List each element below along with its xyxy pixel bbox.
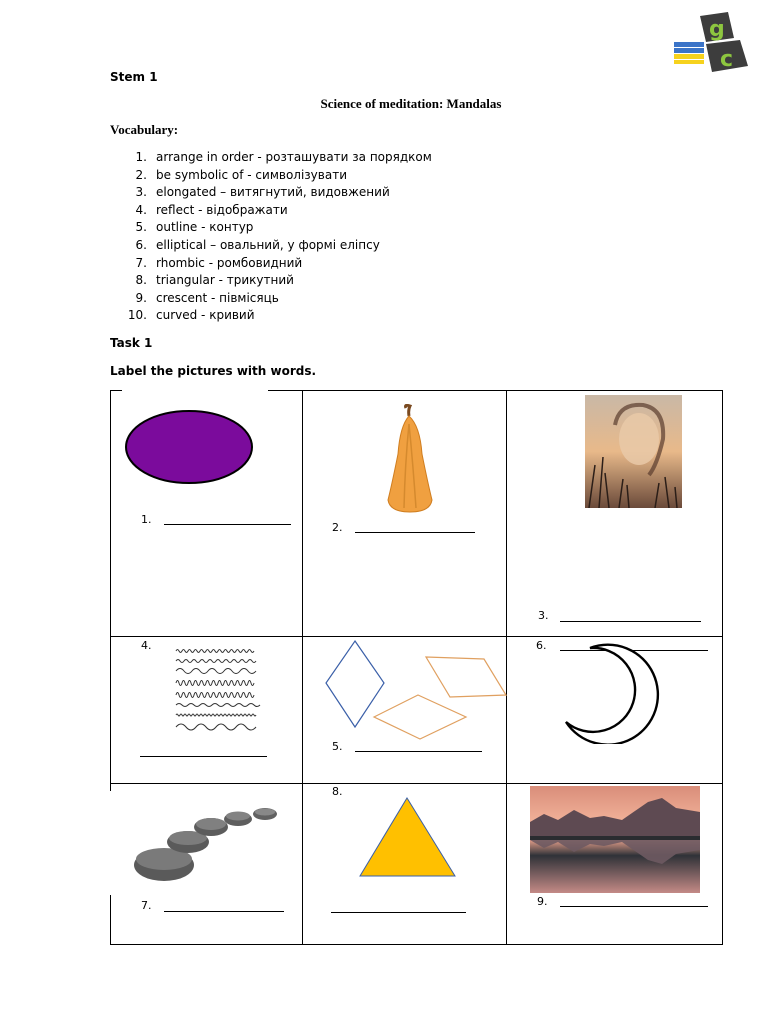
cell-number: 8. (332, 785, 343, 798)
vocab-item (110, 307, 670, 325)
cell-number: 3. (538, 609, 549, 622)
pumpkin-image (382, 404, 438, 514)
vocab-item (110, 202, 670, 220)
stem-label: Stem 1 (110, 70, 158, 84)
wavy-lines-image (172, 643, 270, 735)
svg-text:c: c (720, 47, 734, 72)
vocab-number: 5. (135, 220, 147, 235)
task-instruction: Label the pictures with words. (110, 364, 317, 378)
rhombus-image (324, 637, 508, 741)
vocab-number: 4. (135, 202, 147, 217)
svg-text:g: g (709, 17, 725, 42)
cell-number: 2. (332, 521, 343, 534)
vocab-text: elliptical – овальний, у формі еліпсу (156, 237, 380, 252)
vocab-number: 7. (135, 255, 147, 270)
crescent-image (560, 636, 670, 744)
vocab-item (110, 219, 670, 237)
cell-number: 7. (141, 899, 152, 912)
vocabulary-list (110, 149, 670, 325)
gc-logo (672, 10, 752, 78)
vocab-number: 3. (135, 185, 147, 200)
table-row-divider (110, 783, 723, 784)
vocab-number: 8. (135, 273, 147, 288)
vocab-item (110, 149, 670, 167)
vocab-text: arrange in order - розташувати за порядком (156, 150, 432, 164)
vocab-item (110, 272, 670, 290)
vocab-number: 10. (127, 308, 147, 323)
vocab-number: 6. (135, 237, 147, 252)
table-border-bottom (110, 944, 723, 945)
table-border-right (722, 390, 723, 945)
vocab-item (110, 237, 670, 255)
cell-number: 6. (536, 639, 547, 652)
answer-blank[interactable] (560, 906, 708, 907)
portrait-reflection-image (585, 395, 682, 508)
vocab-item (110, 184, 670, 202)
vocab-number: 1. (135, 150, 147, 164)
cell-number: 5. (332, 740, 343, 753)
vocab-text: rhombic - ромбовидний (156, 255, 303, 270)
picture-table (110, 390, 723, 945)
vocab-item (110, 167, 670, 185)
vocabulary-heading: Vocabulary: (110, 122, 179, 137)
cell-number: 4. (141, 639, 152, 652)
task-heading: Task 1 (110, 336, 153, 350)
answer-blank[interactable] (164, 911, 284, 912)
table-col-divider (302, 390, 303, 945)
answer-blank[interactable] (140, 756, 267, 757)
answer-blank[interactable] (331, 912, 466, 913)
ellipse-image (122, 390, 268, 498)
answer-blank[interactable] (355, 751, 482, 752)
triangle-image (358, 796, 458, 878)
vocab-item (110, 255, 670, 273)
cell-number: 1. (141, 513, 152, 526)
vocab-text: be symbolic of - символізувати (156, 167, 347, 182)
vocab-item (110, 290, 670, 308)
answer-blank[interactable] (164, 524, 291, 525)
vocab-number: 9. (135, 290, 147, 305)
cell-number: 9. (537, 895, 548, 908)
vocab-text: outline - контур (156, 220, 254, 235)
vocab-text: elongated – витягнутий, видовжений (156, 185, 390, 200)
answer-blank[interactable] (560, 621, 701, 622)
vocab-number: 2. (135, 167, 147, 182)
vocab-text: reflect - відображати (156, 202, 288, 217)
stones-image (110, 791, 300, 895)
mountain-reflection-image (530, 786, 700, 893)
vocab-text: crescent - півмісяць (156, 290, 279, 305)
page-title: Science of meditation: Mandalas (320, 96, 502, 111)
vocab-text: triangular - трикутний (156, 273, 294, 288)
answer-blank[interactable] (355, 532, 475, 533)
vocab-text: curved - кривий (156, 308, 255, 323)
